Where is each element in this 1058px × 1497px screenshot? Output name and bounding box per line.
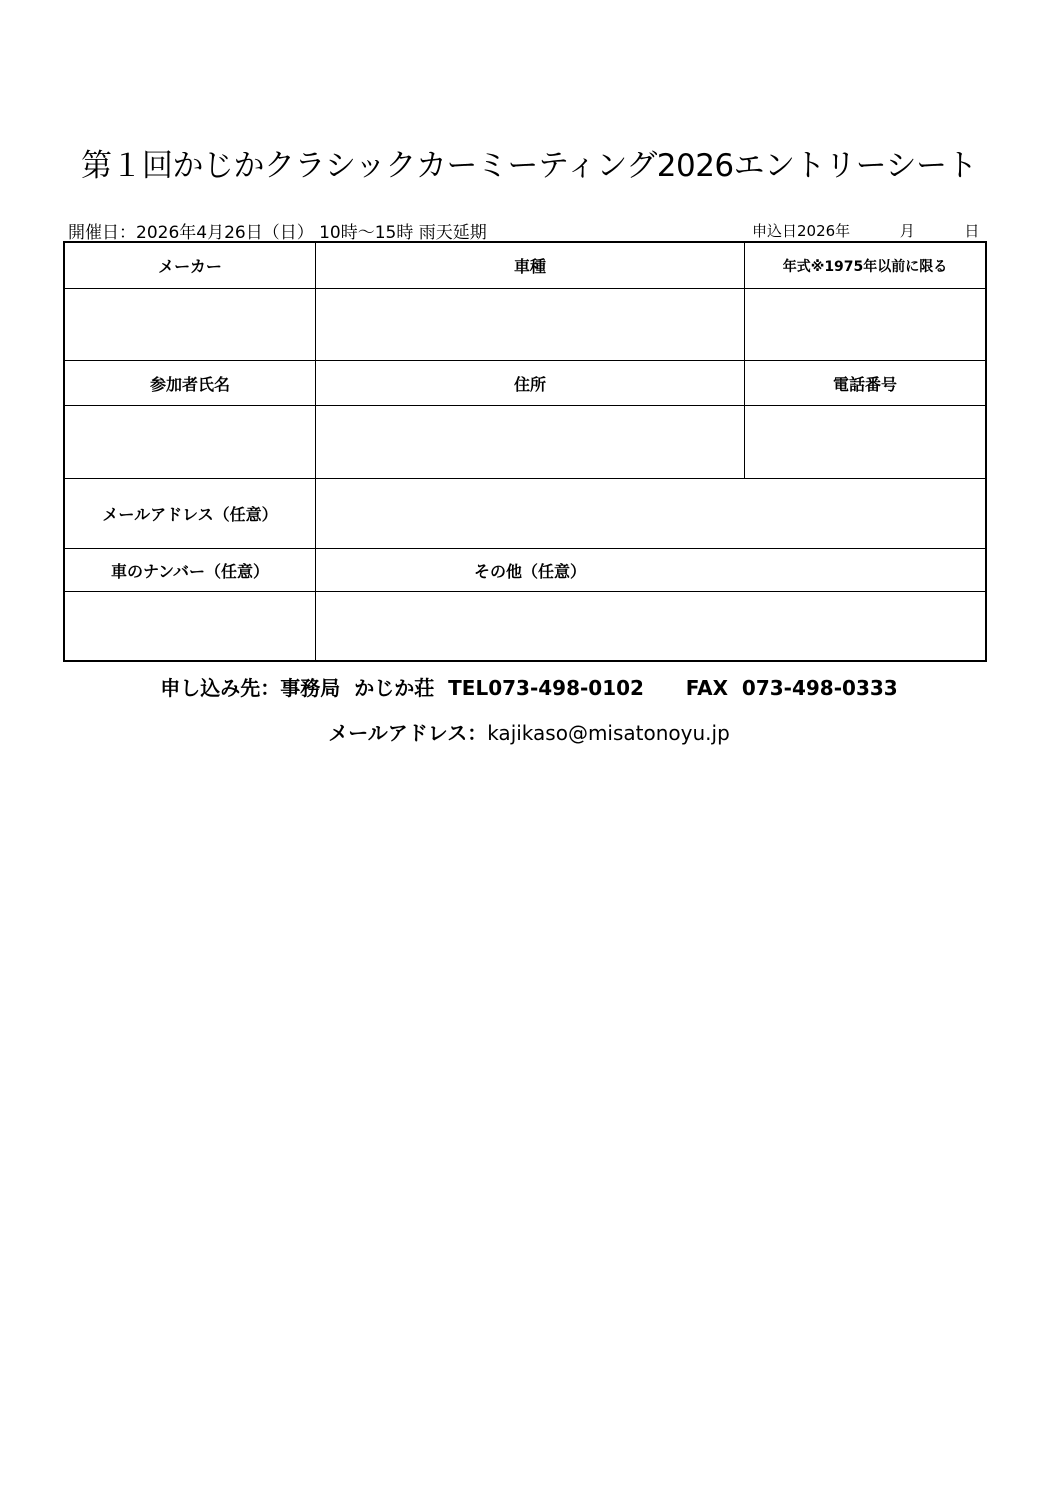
maker-input[interactable]: [65, 289, 315, 360]
year-header: 年式※1975年以前に限る: [782, 258, 948, 275]
event-info: 開催日：2026年4月26日（日） 10時～15時 雨天延期: [68, 223, 487, 243]
application-date: [752, 220, 979, 241]
contact-email-address[interactable]: kajikaso@misatonoyu.jp: [487, 721, 730, 745]
email-header: メールアドレス（任意）: [102, 505, 278, 524]
contact-email-label: メールアドレス：: [328, 721, 488, 745]
participant-name-header: 参加者氏名: [149, 374, 230, 394]
address-input[interactable]: [316, 406, 744, 478]
entry-form-table: [63, 241, 987, 662]
contact-email: [0, 717, 1058, 746]
phone-input[interactable]: [745, 406, 985, 478]
plate-input[interactable]: [65, 592, 315, 660]
contact-line: 申し込み先：事務局 かじか荘 TEL073-498-0102 FAX 073-498-0333: [160, 676, 898, 700]
application-date-month: 月: [899, 222, 915, 240]
maker-header: メーカー: [158, 257, 222, 276]
participant-name-input[interactable]: [65, 406, 315, 478]
phone-header: 電話番号: [832, 374, 897, 394]
year-input[interactable]: [745, 289, 985, 360]
address-header: 住所: [513, 374, 546, 394]
model-input[interactable]: [316, 289, 744, 360]
model-header: 車種: [513, 257, 546, 276]
application-date-prefix: 申込日2026年: [752, 222, 851, 240]
email-input[interactable]: [316, 479, 985, 548]
plate-header: 車のナンバー（任意）: [110, 561, 270, 581]
other-input[interactable]: [316, 592, 985, 660]
other-header: その他（任意）: [473, 561, 586, 581]
application-date-day: 日: [964, 222, 980, 240]
page-title: 第１回かじかクラシックカーミーティング2026エントリーシート: [80, 148, 978, 184]
